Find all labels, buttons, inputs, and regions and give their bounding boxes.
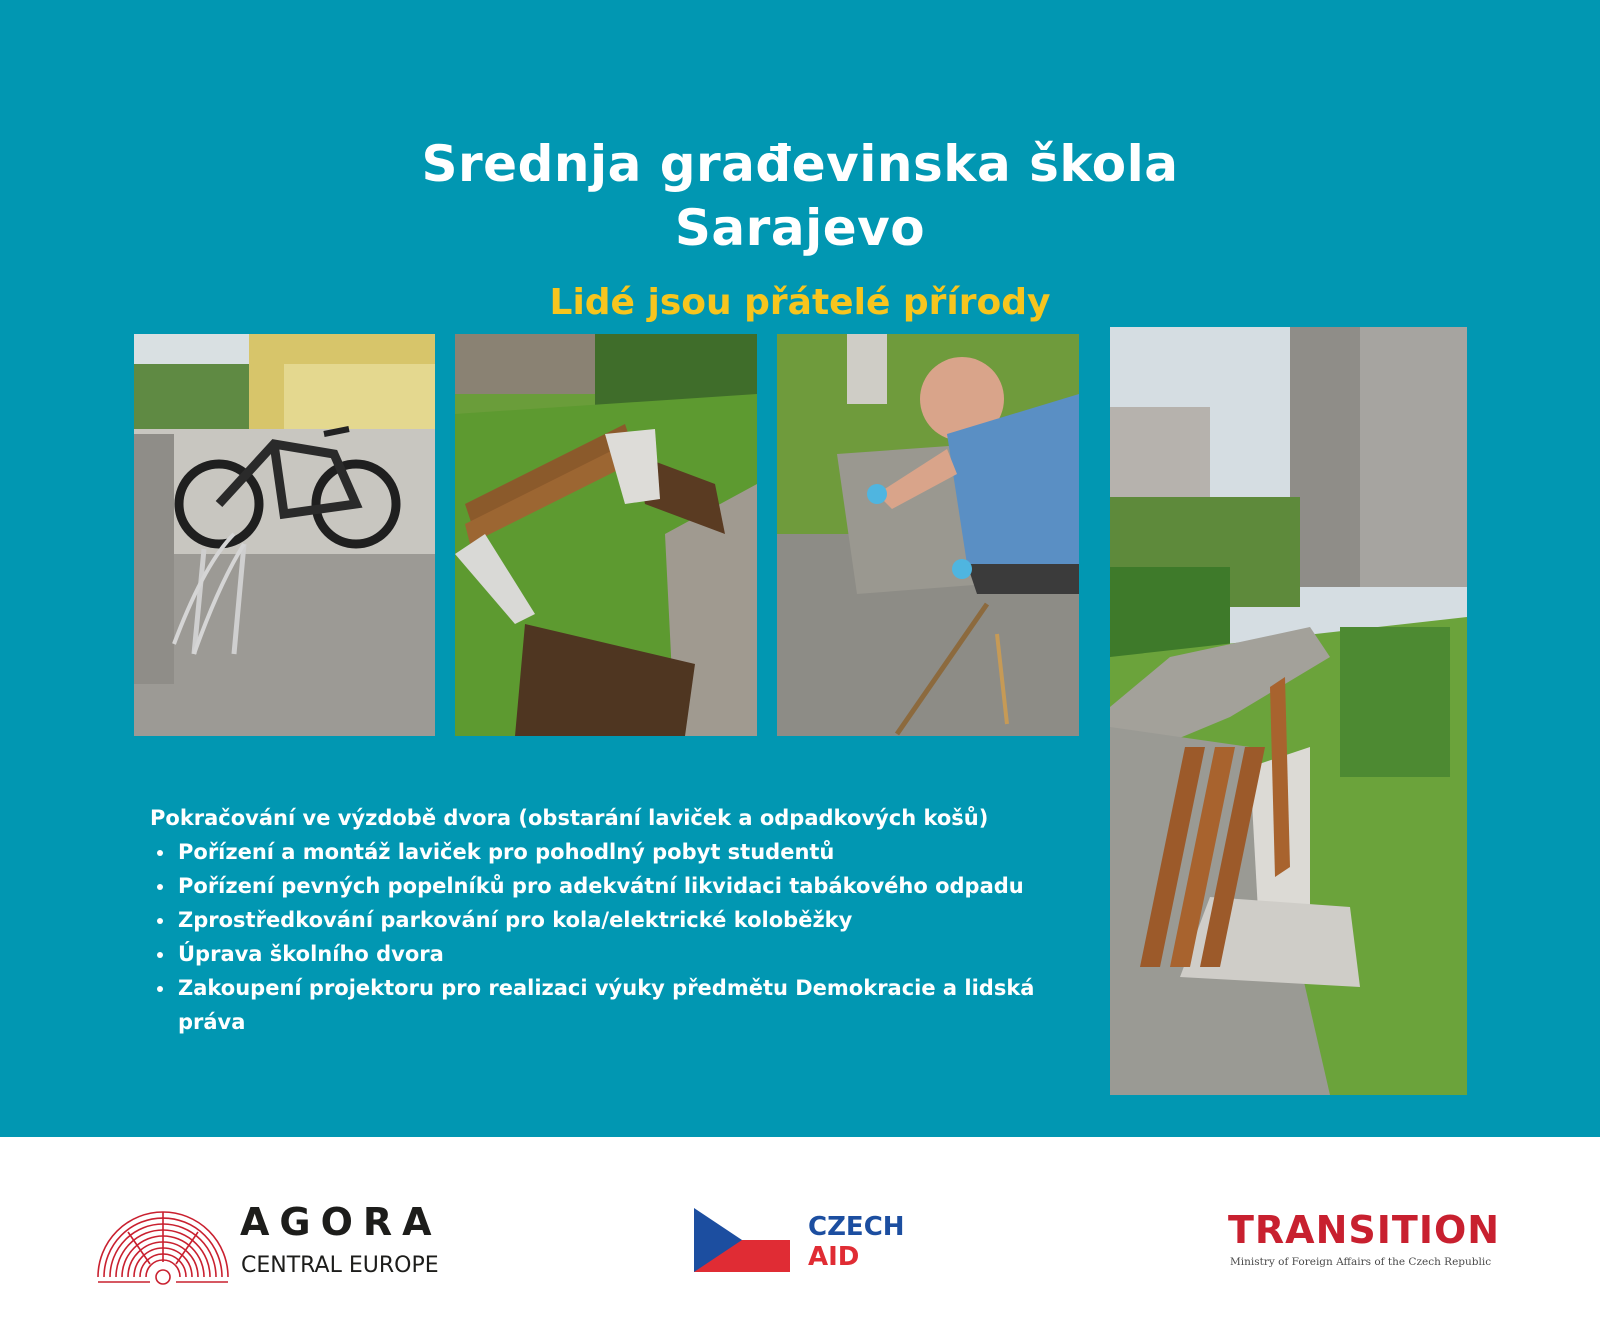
project-description (150, 801, 1080, 1039)
list-item: • Pořízení pevných popelníků pro adekvátní likvidaci tabákového odpadu (176, 869, 1080, 903)
list-item: • Zakoupení projektoru pro realizaci výuky předmětu Demokracie a lidská práva (176, 971, 1080, 1039)
page-subtitle: Lidé jsou přátelé přírody (549, 282, 1051, 323)
title-line-1: Srednja građevinska škola (421, 135, 1179, 193)
czech-aid-logo (694, 1208, 914, 1278)
transition-name: TRANSITION (1228, 1208, 1501, 1252)
transition-logo (1226, 1208, 1501, 1278)
list-item: • Pořízení a montáž laviček pro pohodlný pobyt studentů (176, 835, 1080, 869)
czech-flag-icon (694, 1208, 790, 1272)
photo-worker-concrete (777, 334, 1079, 736)
agora-subtitle: CENTRAL EUROPE (241, 1253, 439, 1278)
description-lead: Pokračování ve výzdobě dvora (obstarání laviček a odpadkových košů) (150, 806, 989, 830)
list-item: • Zprostředkování parkování pro kola/elektrické koloběžky (176, 903, 1080, 937)
agora-logo-icon (88, 1182, 238, 1302)
czech-aid-line2: AID (808, 1242, 860, 1272)
agora-logo (88, 1182, 468, 1302)
title-line-2: Sarajevo (674, 199, 926, 257)
photo-courtyard-bench (1110, 327, 1467, 1095)
transition-subtitle: Ministry of Foreign Affairs of the Czech Republic (1230, 1256, 1492, 1268)
page-title (0, 132, 1600, 260)
activity-list (150, 835, 1080, 1039)
czech-aid-line1: CZECH (808, 1212, 905, 1242)
photo-bicycle-rack (134, 334, 435, 736)
photo-bench-grass (455, 334, 757, 736)
agora-name: AGORA (240, 1200, 442, 1244)
list-item: • Úprava školního dvora (176, 937, 1080, 971)
